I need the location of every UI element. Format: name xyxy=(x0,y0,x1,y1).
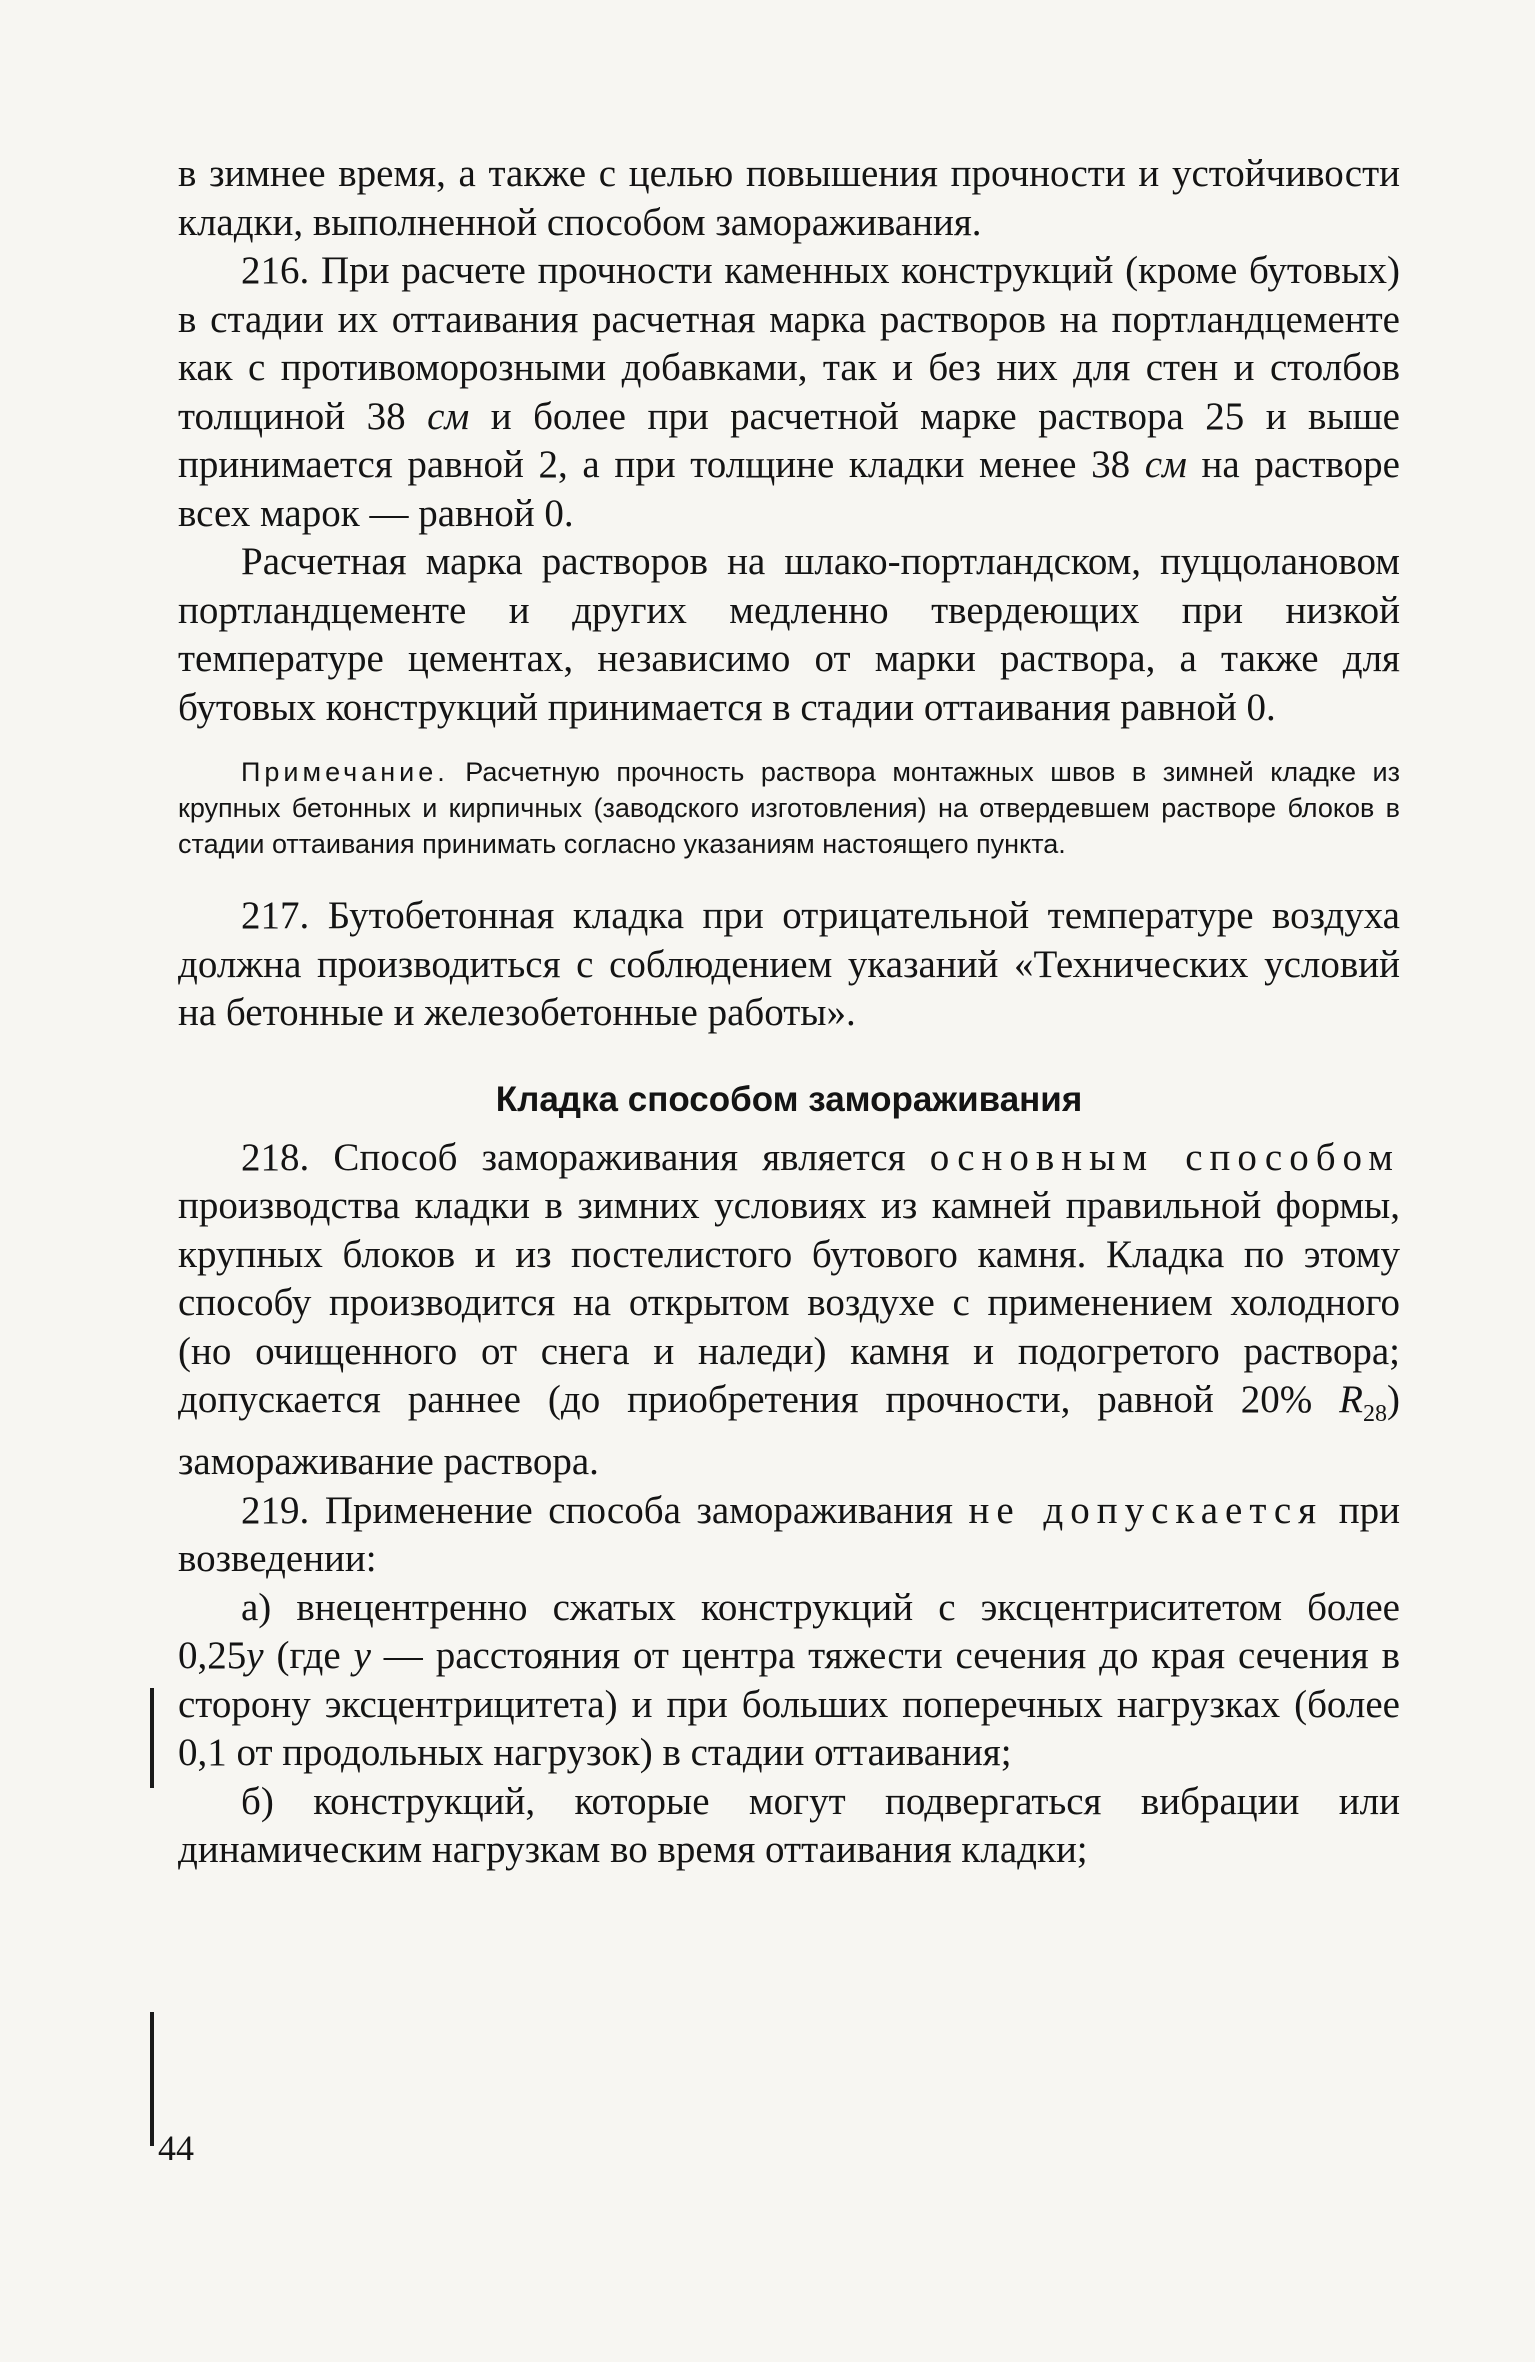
paragraph-216-2 xyxy=(178,538,1400,732)
paragraph-text: 219. Применение способа замораживания xyxy=(241,1488,969,1532)
unit-cm: см xyxy=(1144,443,1187,486)
section-heading: Кладка способом замораживания xyxy=(495,1079,1083,1119)
subscript: 28 xyxy=(1363,1400,1387,1427)
paragraph-text: в зимнее время, а также с целью повышения прочности и устойчивости кладки, выполненной способом замораживания. xyxy=(178,152,1400,244)
note-label: Примечание. xyxy=(241,757,449,787)
paragraph-text: Расчетная марка растворов на шлако-портландском, пуццолановом портландцементе и других медленно твердеющих при низкой температуре цементах, независимо от марки раствора, а также для бутовых конструкций принимается в стадии оттаивания равной 0. xyxy=(178,540,1400,729)
list-item-a xyxy=(178,1584,1400,1778)
note xyxy=(178,754,1400,862)
symbol-r: R xyxy=(1339,1378,1363,1421)
page-body xyxy=(178,150,1400,1875)
emphasis-text: не допускается xyxy=(968,1488,1324,1532)
revision-bar-item-b xyxy=(150,2012,154,2146)
paragraph-text: 216. При расчете прочности каменных конструкций (кроме бутовых) в стадии их оттаивания расчетная марка растворов на портландцементе как с противоморозными добавками, так и без них для стен и столбов толщиной 38 xyxy=(178,249,1400,438)
paragraph-217 xyxy=(178,892,1400,1038)
paragraph-text: производства кладки в зимних условиях из камней правильной формы, крупных блоков и из постелистого бутового камня. Кладка по этому способу производится на открытом воздухе с применением холодного (но очищенного от снега и наледи) камня и подогретого раствора; допускается раннее (до приобретения прочности, равной 20% xyxy=(178,1184,1400,1421)
unit-cm: см xyxy=(427,394,470,438)
page-number: 44 xyxy=(158,2128,194,2168)
paragraph-text: на растворе всех марок — равной 0. xyxy=(178,443,1400,535)
note-text: Расчетную прочность раствора монтажных швов в зимней кладке из крупных бетонных и кирпичных (заводского изготовления) на отвердевшем растворе блоков в стадии оттаивания принимать согласно указаниям настоящего пункта. xyxy=(178,757,1400,859)
paragraph-continuation xyxy=(178,150,1400,247)
paragraph-text: (где xyxy=(263,1634,354,1678)
list-item-b xyxy=(178,1778,1400,1875)
paragraph-text: при возведении: xyxy=(178,1488,1400,1581)
paragraph-text: и более при расчетной марке раствора 25 и выше принимается равной 2, а при толщине кладки менее 38 xyxy=(178,394,1400,486)
paragraph-216 xyxy=(178,247,1400,538)
symbol-y: y xyxy=(353,1634,371,1678)
revision-bar-219 xyxy=(150,1688,154,1788)
emphasis-text: основным способом xyxy=(929,1135,1400,1179)
paragraph-219 xyxy=(178,1487,1400,1584)
paragraph-text: б) конструкций, которые могут подвергаться вибрации или динамическим нагрузкам во время оттаивания кладки; xyxy=(178,1779,1400,1872)
symbol-y: y xyxy=(246,1634,264,1678)
paragraph-text: 218. Способ замораживания является xyxy=(241,1135,930,1179)
paragraph-text: а) внецентренно сжатых конструкций с эксцентриситетом более 0,25 xyxy=(178,1585,1400,1678)
paragraph-text: — расстояния от центра тяжести сечения до края сечения в сторону эксцентрицитета) и при больших поперечных нагрузках (более 0,1 от продольных нагрузок) в стадии оттаивания; xyxy=(178,1634,1400,1775)
paragraph-text: 217. Бутобетонная кладка при отрицательной температуре воздуха должна производиться с соблюдением указаний «Технических условий на бетонные и железобетонные работы». xyxy=(178,894,1400,1034)
paragraph-text: ) замораживание раствора. xyxy=(178,1378,1400,1484)
paragraph-218 xyxy=(178,1134,1400,1487)
